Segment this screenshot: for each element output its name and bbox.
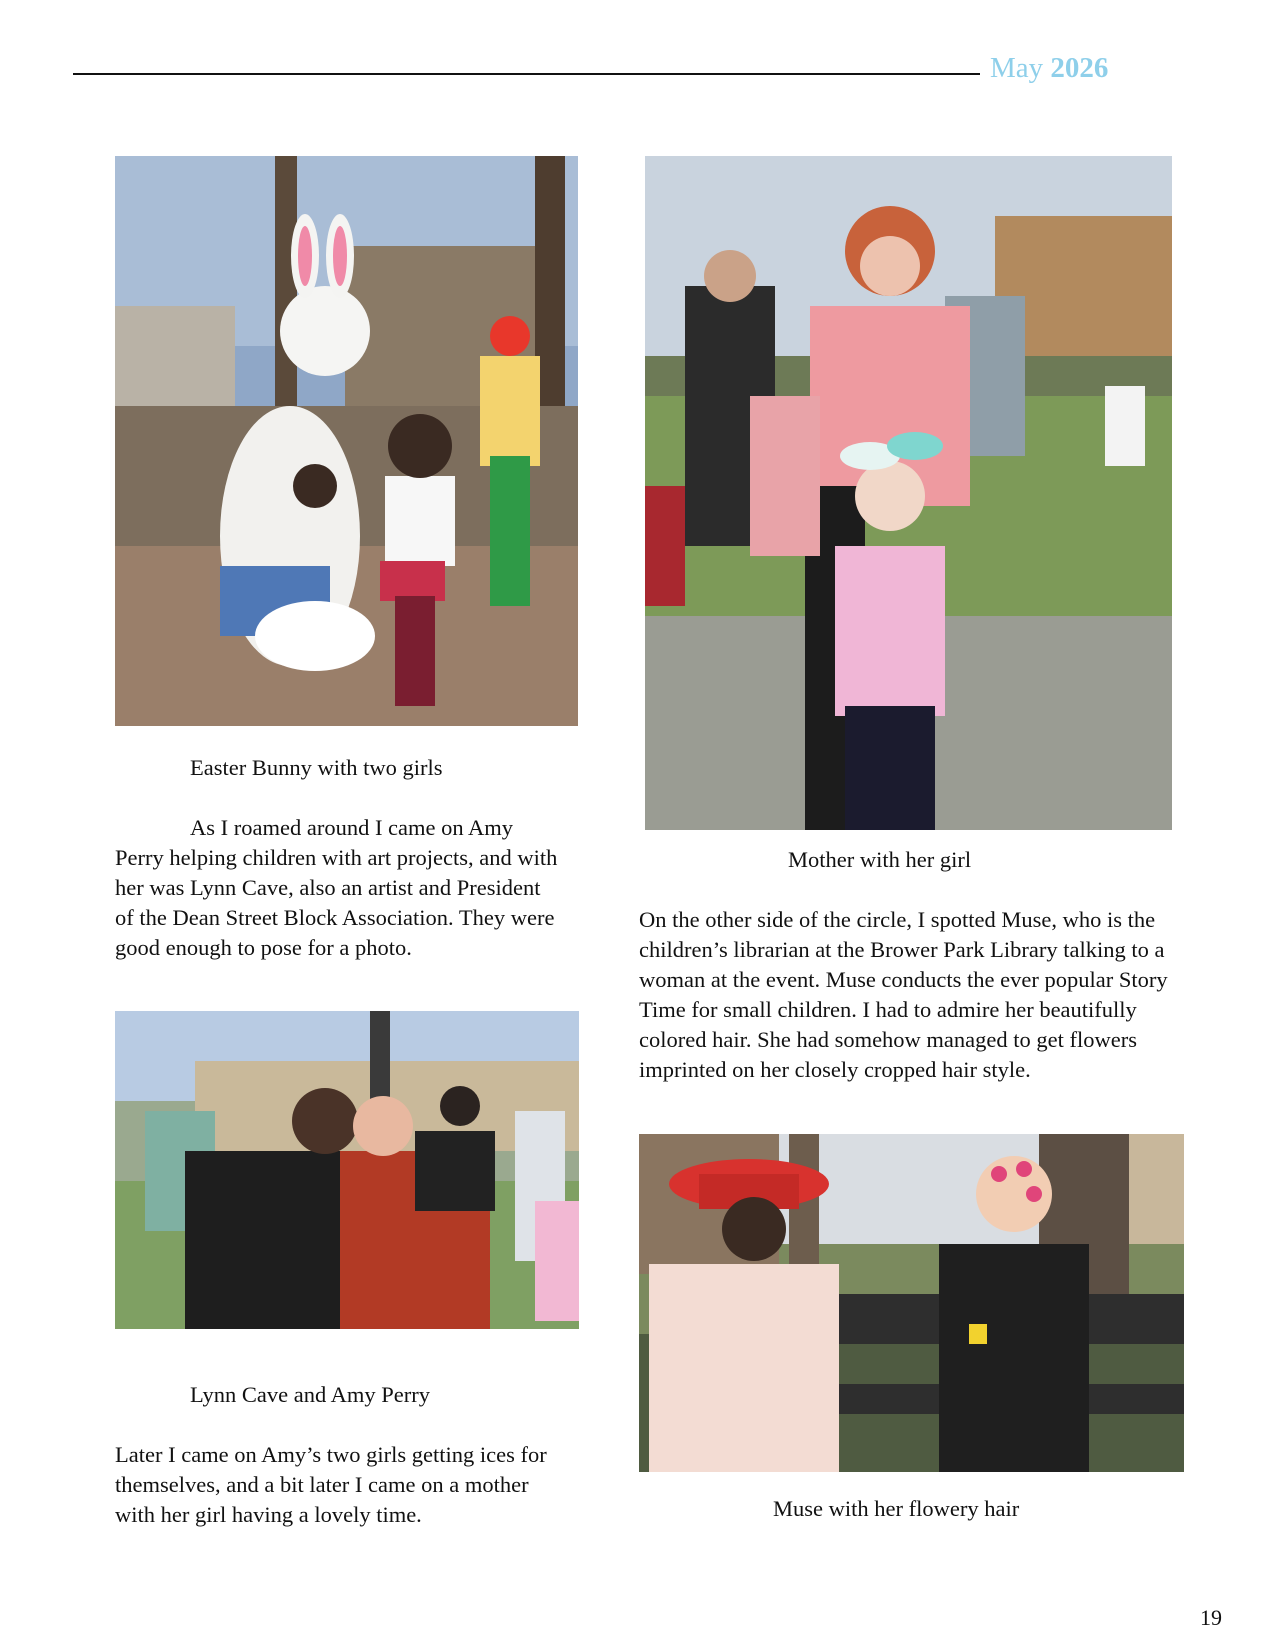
paragraph-amys-girls: Later I came on Amy’s two girls getting ices for themselves, and a bit later I came on a mother with her girl having a lovely time.: [115, 1442, 547, 1527]
caption-lynn-amy: Lynn Cave and Amy Perry: [190, 1382, 430, 1407]
photo-muse: [639, 1134, 1184, 1472]
header-rule: [73, 73, 980, 75]
issue-month: May: [990, 52, 1044, 84]
caption-muse: Muse with her flowery hair: [773, 1496, 1020, 1521]
issue-date: [990, 52, 1108, 85]
issue-year: 2026: [1050, 52, 1109, 84]
paragraph-amy-lynn: As I roamed around I came on Amy Perry helping children with art projects, and with her was Lynn Cave, also an artist and President of the Dean Street Block Association. They were good enough to pose for a photo.: [115, 815, 558, 960]
page-number: 19: [1200, 1605, 1222, 1630]
photo-easter-bunny: [115, 156, 578, 726]
photo-mother-girl: [645, 156, 1172, 830]
caption-mother-girl: Mother with her girl: [788, 847, 972, 872]
paragraph-muse: On the other side of the circle, I spotted Muse, who is the children’s librarian at the Brower Park Library talking to a woman at the event. Muse conducts the ever popular Story Time for small children. I had to admire her beautifully colored hair. She had somehow managed to get flowers imprinted on her closely cropped hair style.: [639, 907, 1168, 1082]
photo-lynn-amy: [115, 1011, 579, 1329]
caption-easter-bunny: Easter Bunny with two girls: [190, 755, 443, 780]
